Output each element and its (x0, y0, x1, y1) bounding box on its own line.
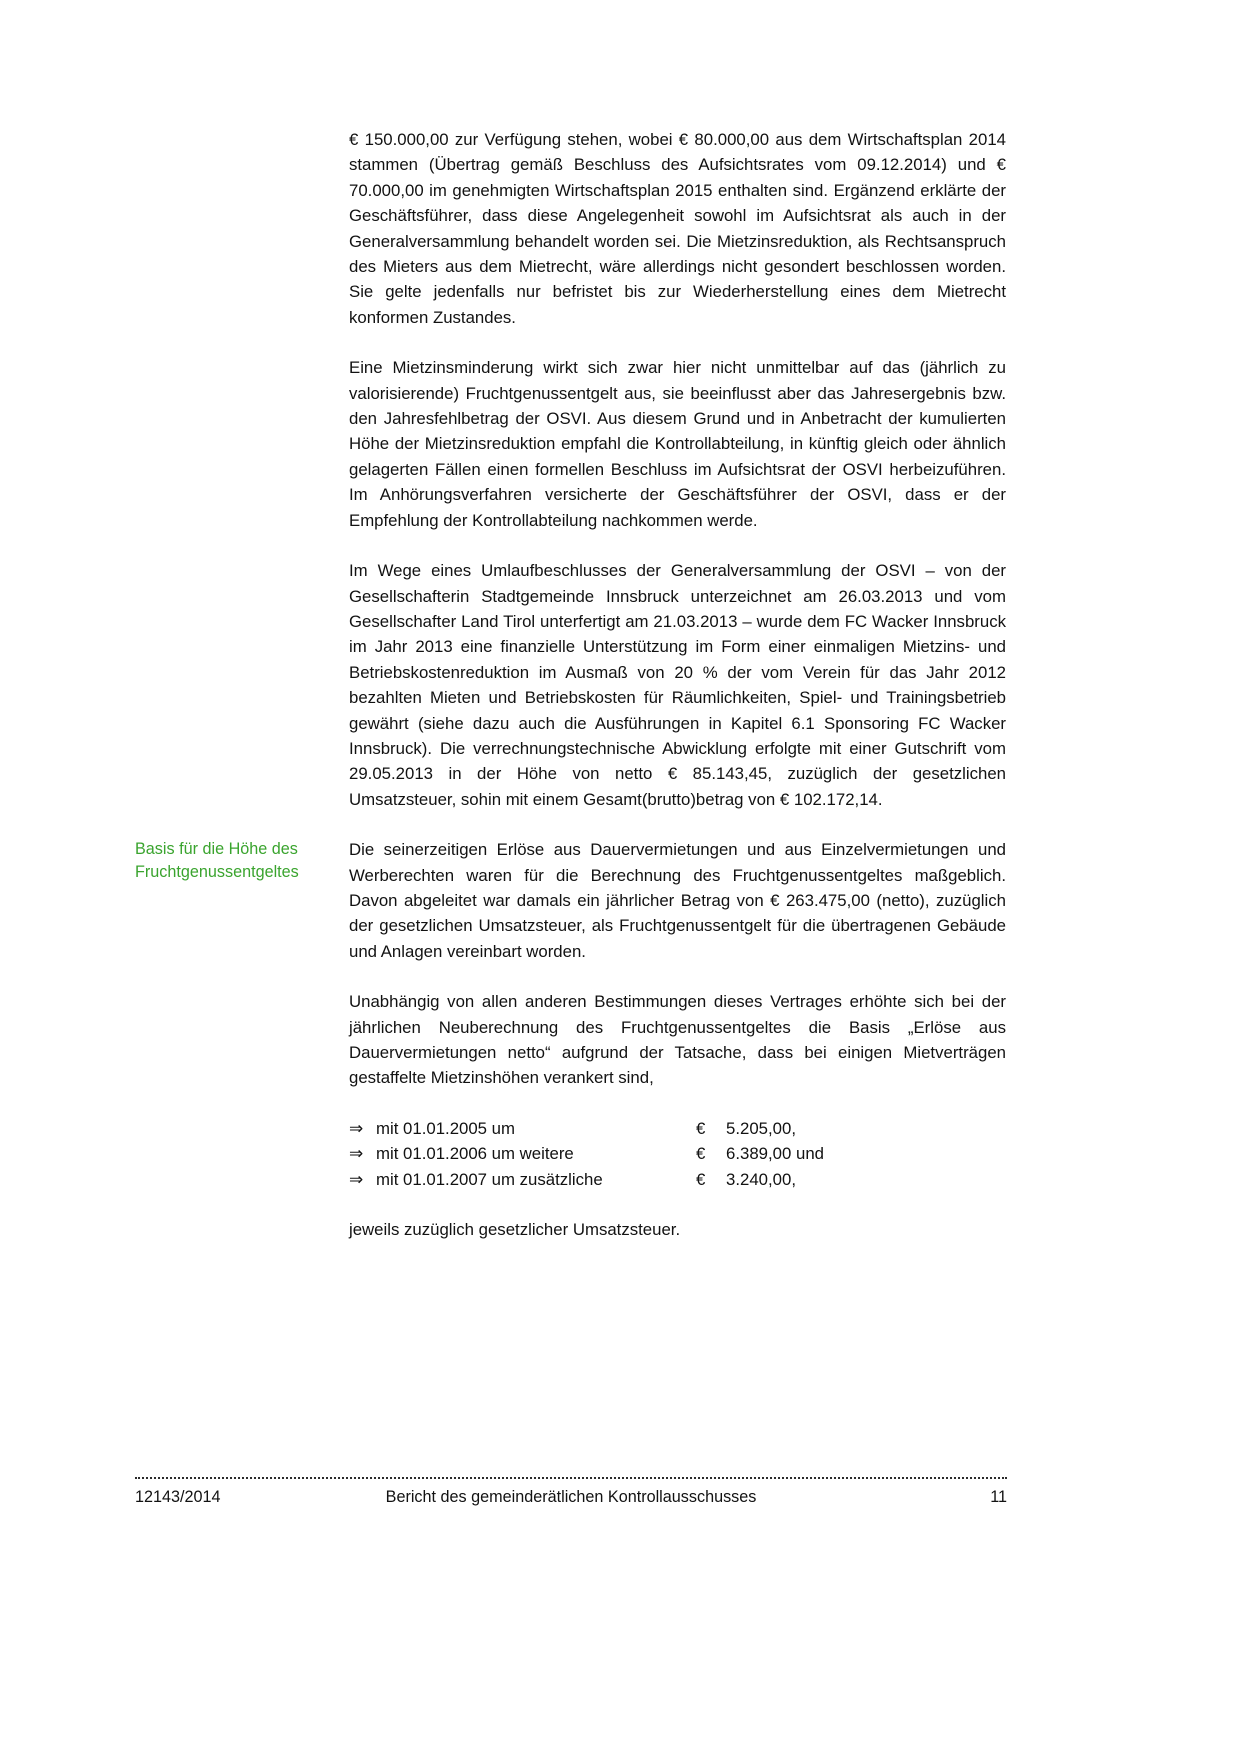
currency-symbol: € (696, 1169, 706, 1189)
amount-list (349, 1116, 1006, 1192)
list-item-label: mit 01.01.2005 um (376, 1118, 515, 1138)
currency-symbol: € (696, 1118, 706, 1138)
body-paragraph: Eine Mietzinsminderung wirkt sich zwar hier nicht unmittelbar auf das (jährlich zu valorisierende) Fruchtgenussentgelt aus, sie beeinflusst aber das Jahresergebnis bzw. den Jahresfehlbetrag der OSVI. Aus diesem Grund und in Anbetracht der kumulierten Höhe der Mietzinsreduktion empfahl die Kontrollabteilung, in künftig gleich oder ähnlich gelagerten Fällen einen formellen Beschluss im Aufsichtsrat der OSVI herbeizuführen. Im Anhörungsverfahren versicherte der Geschäftsführer der OSVI, dass er der Empfehlung der Kontrollabteilung nachkommen werde. (349, 358, 1006, 530)
list-item (349, 1141, 1006, 1166)
margin-note-line: Fruchtgenussentgeltes (135, 863, 299, 882)
closing-line: jeweils zuzüglich gesetzlicher Umsatzsteuer. (349, 1220, 681, 1240)
body-paragraph: Unabhängig von allen anderen Bestimmungen dieses Vertrages erhöhte sich bei der jährlichen Neuberechnung des Fruchtgenussentgeltes die Basis „Erlöse aus Dauervermietungen netto“ aufgrund der Tatsache, dass bei einigen Mietverträgen gestaffelte Mietzinshöhen verankert sind, (349, 992, 1006, 1088)
list-item-amount: 6.389,00 und (726, 1144, 824, 1164)
double-arrow-icon: ⇒ (349, 1118, 364, 1138)
body-paragraph: Im Wege eines Umlaufbeschlusses der Generalversammlung der OSVI – von der Gesellschafterin Stadtgemeinde Innsbruck unterzeichnet am 26.03.2013 und vom Gesellschafter Land Tirol unterfertigt am 21.03.2013 – wurde dem FC Wacker Innsbruck im Jahr 2013 eine finanzielle Unterstützung im Form einer einmaligen Mietzins- und Betriebskostenreduktion im Ausmaß von 20 % der vom Verein für das Jahr 2012 bezahlten Mieten und Betriebskosten für Räumlichkeiten, Spiel- und Trainingsbetrieb gewährt (siehe dazu auch die Ausführungen in Kapitel 6.1 Sponsoring FC Wacker Innsbruck). Die verrechnungstechnische Abwicklung erfolgte mit einer Gutschrift vom 29.05.2013 in der Höhe von netto € 85.143,45, zuzüglich der gesetzlichen Umsatzsteuer, sohin mit einem Gesamt(brutto)betrag von € 102.172,14. (349, 561, 1006, 809)
footer-doc-number: 12143/2014 (135, 1488, 221, 1506)
footer-row (135, 1488, 1007, 1507)
list-item (349, 1167, 1006, 1192)
section-with-margin-note (135, 837, 1006, 964)
list-item-label: mit 01.01.2006 um weitere (376, 1144, 574, 1164)
double-arrow-icon: ⇒ (349, 1144, 364, 1164)
double-arrow-icon: ⇒ (349, 1169, 364, 1189)
footer-title: Bericht des gemeinderätlichen Kontrollausschusses (385, 1488, 757, 1506)
body-paragraph: € 150.000,00 zur Verfügung stehen, wobei € 80.000,00 aus dem Wirtschaftsplan 2014 stammen (Übertrag gemäß Beschluss des Aufsichtsrates vom 09.12.2014) und € 70.000,00 im genehmigten Wirtschaftsplan 2015 enthalten sind. Ergänzend erklärte der Geschäftsführer, dass diese Angelegenheit sowohl im Aufsichtsrat als auch in der Generalversammlung behandelt worden sei. Die Mietzinsreduktion, als Rechtsanspruch des Mieters aus dem Mietrecht, wäre allerdings nicht gesondert beschlossen worden. Sie gelte jedenfalls nur befristet bis zur Wiederherstellung eines dem Mietrecht konformen Zustandes. (349, 130, 1006, 327)
margin-note (135, 838, 331, 884)
page-footer (135, 1477, 1007, 1507)
list-item (349, 1116, 1006, 1141)
margin-note-line: Basis für die Höhe des (135, 840, 298, 859)
footer-dotted-divider (135, 1477, 1007, 1479)
currency-symbol: € (696, 1144, 706, 1164)
document-body (135, 127, 1006, 1267)
list-item-amount: 3.240,00, (726, 1169, 796, 1189)
list-item-label: mit 01.01.2007 um zusätzliche (376, 1169, 603, 1189)
footer-page-number: 11 (990, 1488, 1007, 1506)
list-item-amount: 5.205,00, (726, 1118, 796, 1138)
body-paragraph: Die seinerzeitigen Erlöse aus Dauervermietungen und aus Einzelvermietungen und Werberechten waren für die Berechnung des Fruchtgenussentgeltes maßgeblich. Davon abgeleitet war damals ein jährlicher Betrag von € 263.475,00 (netto), zuzüglich der gesetzlichen Umsatzsteuer, als Fruchtgenussentgelt für die übertragenen Gebäude und Anlagen vereinbart worden. (349, 840, 1006, 961)
